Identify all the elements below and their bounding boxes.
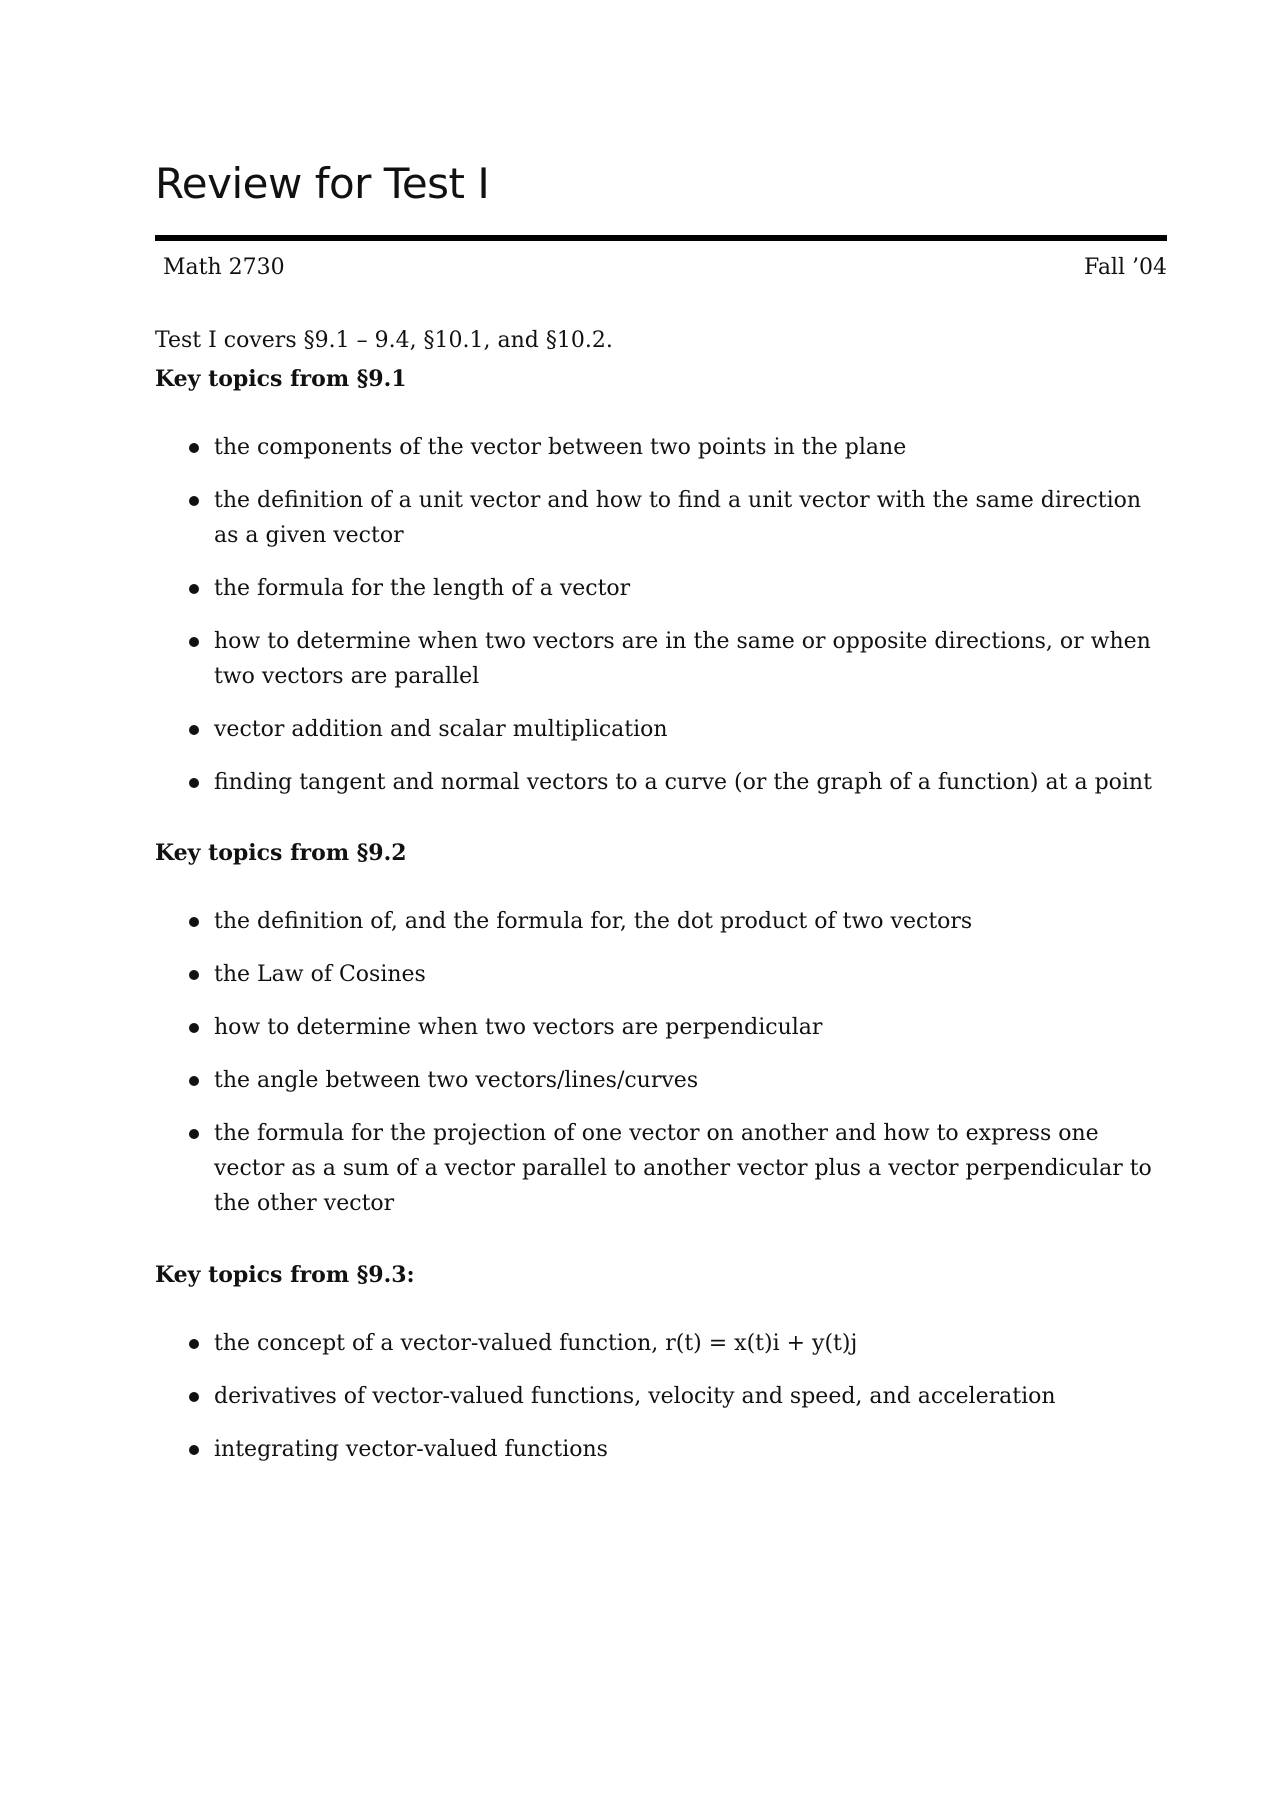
bullet-icon [189,584,199,594]
bullet-icon [189,443,199,453]
topic-list-9-2 [155,904,1167,1239]
bullet-icon [189,725,199,735]
course-label: Math 2730 [163,255,285,280]
list-item: the angle between two vectors/lines/curves [155,1063,1167,1098]
list-item: finding tangent and normal vectors to a curve (or the graph of a function) at a point [155,765,1167,800]
bullet-icon [189,1392,199,1402]
list-item: integrating vector-valued functions [155,1432,1167,1467]
bullet-icon [189,1445,199,1455]
list-item: derivatives of vector-valued functions, velocity and speed, and acceleration [155,1379,1167,1414]
list-item: the definition of a unit vector and how to find a unit vector with the same direction as a given vector [155,483,1167,553]
bullet-icon [189,1129,199,1139]
bullet-icon [189,1339,199,1349]
list-item: how to determine when two vectors are in the same or opposite directions, or when two vectors are parallel [155,624,1167,694]
topic-list-9-1 [155,430,1167,818]
list-item: the definition of, and the formula for, the dot product of two vectors [155,904,1167,939]
list-item: the Law of Cosines [155,957,1167,992]
list-item: vector addition and scalar multiplication [155,712,1167,747]
topic-list-9-3 [155,1326,1167,1485]
bullet-icon [189,637,199,647]
bullet-icon [189,1076,199,1086]
list-item: how to determine when two vectors are perpendicular [155,1010,1167,1045]
bullet-icon [189,1023,199,1033]
section-heading-9-2: Key topics from §9.2 [155,840,407,866]
bullet-icon [189,778,199,788]
page-title: Review for Test I [155,159,490,208]
intro-text: Test I covers §9.1 – 9.4, §10.1, and §10.2. [155,328,613,353]
section-heading-9-1: Key topics from §9.1 [155,366,407,392]
term-label: Fall ’04 [1084,255,1167,280]
bullet-icon [189,496,199,506]
section-heading-9-3: Key topics from §9.3: [155,1262,415,1288]
list-item: the concept of a vector-valued function, r(t) = x(t)i + y(t)j [155,1326,1167,1361]
bullet-icon [189,970,199,980]
list-item: the components of the vector between two points in the plane [155,430,1167,465]
list-item: the formula for the projection of one vector on another and how to express one vector as a sum of a vector parallel to another vector plus a vector perpendicular to the other vector [155,1116,1167,1221]
list-item: the formula for the length of a vector [155,571,1167,606]
bullet-icon [189,917,199,927]
title-rule [155,235,1167,241]
